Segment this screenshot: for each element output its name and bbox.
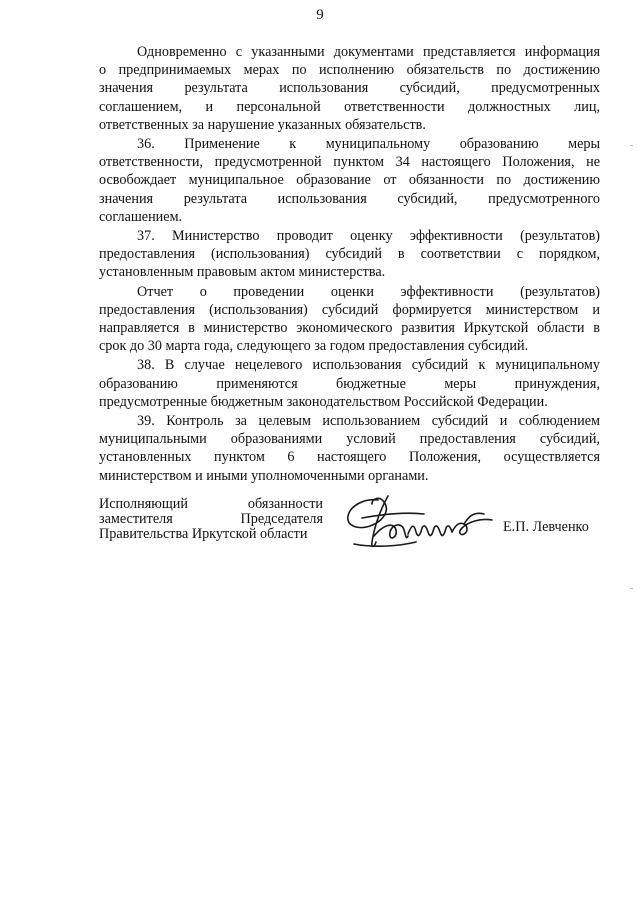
paragraph-information-submission <box>99 43 600 134</box>
text-line: значения результата использования субсидий, предусмотренного <box>99 190 600 207</box>
document-body <box>99 43 600 486</box>
text-line: установленным правовым актом министерства. <box>99 264 386 281</box>
text-line: 38. В случае нецелевого использования субсидий к муниципальному <box>137 357 600 374</box>
text-line: направляется в министерство экономического развития Иркутской области в <box>99 320 600 337</box>
position-line: Исполняющий обязанности <box>99 496 323 512</box>
signatory-position <box>99 497 323 541</box>
paragraph-38 <box>99 356 600 411</box>
scan-edge-mark <box>630 588 633 589</box>
text-line: ответственности, предусмотренной пунктом 34 настоящего Положения, не <box>99 154 600 171</box>
page-number: 9 <box>316 7 324 23</box>
position-line: Правительства Иркутской области <box>99 525 308 542</box>
text-line: срок до 30 марта года, следующего за годом предоставления субсидий. <box>99 338 529 355</box>
text-line: освобождает муниципальное образование от обязанности по достижению <box>99 172 600 189</box>
text-line: предоставления (использования) субсидий в соответствии с порядком, <box>99 246 600 263</box>
paragraph-36 <box>99 135 600 226</box>
text-line: ответственных за нарушение указанных обязательств. <box>99 116 426 133</box>
text-line: соглашением. <box>99 208 183 225</box>
text-line: министерством и иными уполномоченными органами. <box>99 467 429 484</box>
text-line: соглашением, и персональной ответственности должностных лиц, <box>99 98 600 115</box>
text-line: Одновременно с указанными документами представляется информация <box>137 44 600 60</box>
text-line: 37. Министерство проводит оценку эффективности (результатов) <box>137 228 600 245</box>
handwritten-signature <box>344 484 500 556</box>
text-line: муниципальными образованиями условий предоставления субсидий, <box>99 431 600 448</box>
scan-edge-mark <box>630 145 633 146</box>
paragraph-37 <box>99 227 600 282</box>
position-line: заместителя Председателя <box>99 510 323 527</box>
text-line: 36. Применение к муниципальному образованию меры <box>137 136 600 153</box>
text-line: значения результата использования субсидий, предусмотренных <box>99 80 600 97</box>
text-line: Отчет о проведении оценки эффективности (результатов) <box>137 283 600 300</box>
signatory-name: Е.П. Левченко <box>503 519 589 535</box>
text-line: установленных пунктом 6 настоящего Положения, осуществляется <box>99 449 600 466</box>
text-line: образованию применяются бюджетные меры принуждения, <box>99 375 600 392</box>
text-line: предусмотренные бюджетным законодательством Российской Федерации. <box>99 393 548 410</box>
paragraph-39 <box>99 412 600 485</box>
text-line: о предпринимаемых мерах по исполнению обязательств по достижению <box>99 62 600 79</box>
text-line: предоставления (использования) субсидий формируется министерством и <box>99 301 600 318</box>
text-line: 39. Контроль за целевым использованием субсидий и соблюдением <box>137 413 600 430</box>
paragraph-report <box>99 283 600 356</box>
